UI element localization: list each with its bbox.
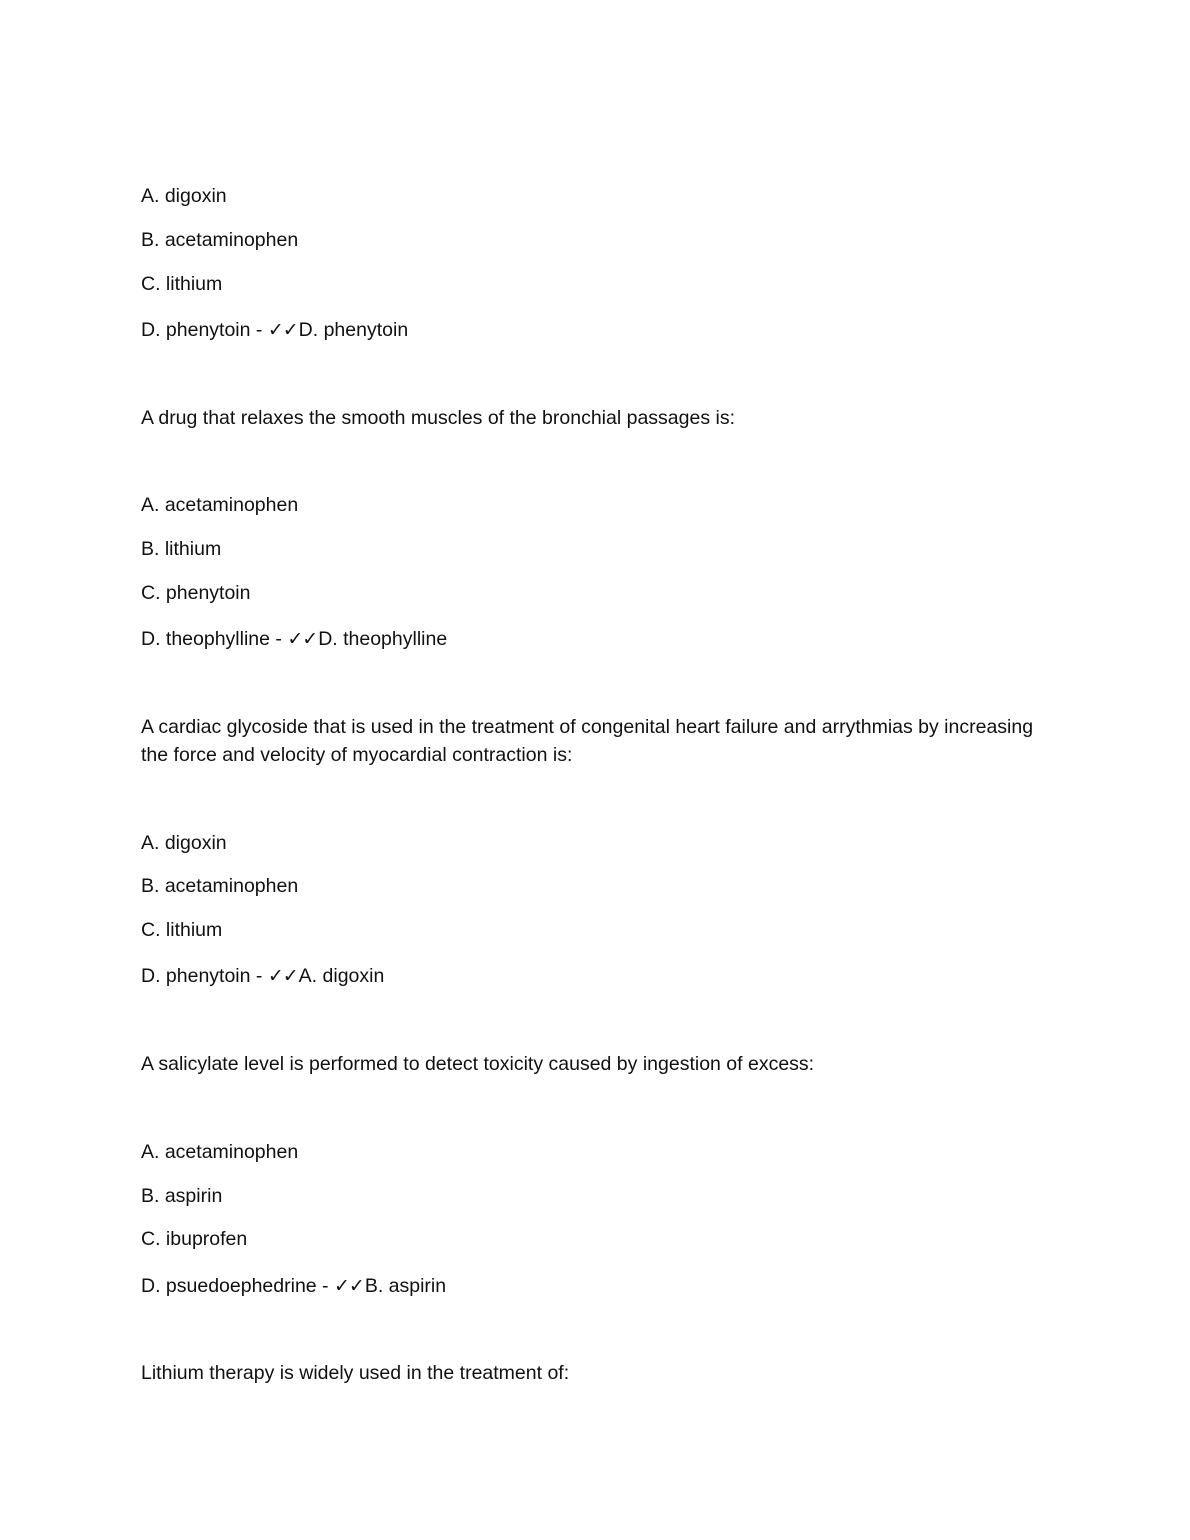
option-d: D. theophylline -: [141, 628, 282, 650]
checkmark-icon: ✓✓: [287, 628, 318, 650]
option-d-with-answer: [141, 316, 408, 344]
option-c: C. lithium: [141, 919, 223, 941]
option-d-with-answer: [141, 1272, 446, 1300]
checkmark-icon: ✓✓: [267, 965, 298, 987]
question-text: A drug that relaxes the smooth muscles of the bronchial passages is:: [141, 407, 735, 429]
option-d: D. psuedoephedrine -: [141, 1275, 329, 1297]
option-c: C. lithium: [141, 273, 223, 295]
question-text: A cardiac glycoside that is used in the treatment of congenital heart failure and arrythmias by increasing the force and velocity of myocardial contraction is:: [141, 716, 1034, 766]
checkmark-icon: ✓✓: [333, 1275, 364, 1297]
question-text: Lithium therapy is widely used in the treatment of:: [141, 1362, 570, 1384]
option-d-with-answer: [141, 625, 447, 653]
option-b: B. acetaminophen: [141, 229, 299, 251]
option-d: D. phenytoin -: [141, 319, 263, 341]
option-c: C. ibuprofen: [141, 1228, 248, 1250]
answer-text: A. digoxin: [298, 965, 385, 987]
checkmark-icon: ✓✓: [267, 319, 298, 341]
answer-text: D. phenytoin: [298, 319, 409, 341]
option-a: A. acetaminophen: [141, 1141, 299, 1163]
option-a: A. digoxin: [141, 832, 227, 854]
question-text: A salicylate level is performed to detect toxicity caused by ingestion of excess:: [141, 1053, 815, 1075]
option-a: A. acetaminophen: [141, 494, 299, 516]
option-a: A. digoxin: [141, 185, 227, 207]
option-d: D. phenytoin -: [141, 965, 263, 987]
answer-text: D. theophylline: [318, 628, 448, 650]
option-b: B. aspirin: [141, 1185, 223, 1207]
option-b: B. acetaminophen: [141, 875, 299, 897]
answer-text: B. aspirin: [364, 1275, 447, 1297]
option-d-with-answer: [141, 962, 384, 990]
option-b: B. lithium: [141, 538, 222, 560]
option-c: C. phenytoin: [141, 582, 251, 604]
